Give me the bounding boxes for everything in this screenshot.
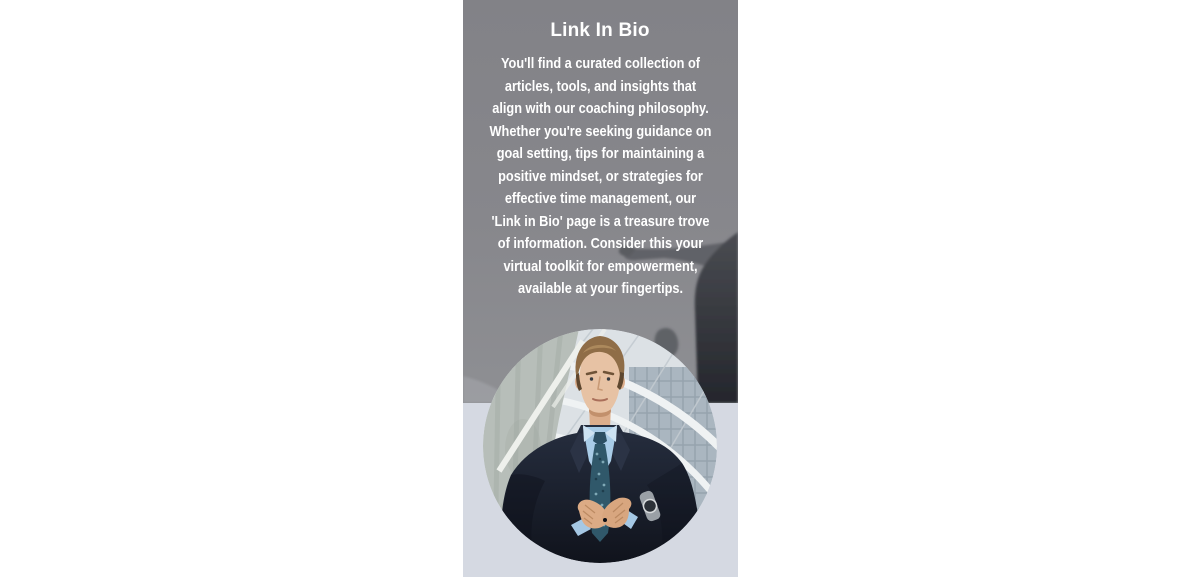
portrait-photo: [483, 329, 717, 563]
page-title: Link In Bio: [550, 20, 650, 41]
portrait-illustration: [483, 329, 717, 563]
hero-description-line: Whether you're seeking guidance on: [489, 122, 711, 140]
hero-description-line: You'll find a curated collection of: [500, 55, 700, 72]
hero-description-line: goal setting, tips for maintaining a: [496, 145, 704, 162]
hero-description-line: of information. Consider this your: [497, 235, 703, 252]
hero-description-line: available at your fingertips.: [517, 280, 683, 297]
hero-text-block: [463, 20, 738, 301]
hero-description-line: 'Link in Bio' page is a treasure trove: [491, 212, 709, 230]
hero-description-line: align with our coaching philosophy.: [491, 100, 709, 117]
hero-description-line: effective time management, our: [504, 190, 696, 207]
hero-description-line: articles, tools, and insights that: [504, 77, 696, 95]
hero-description: [463, 53, 738, 301]
link-in-bio-card: [463, 0, 738, 577]
hero-description-line: positive mindset, or strategies for: [497, 167, 703, 185]
hero-description-line: virtual toolkit for empowerment,: [502, 257, 698, 275]
